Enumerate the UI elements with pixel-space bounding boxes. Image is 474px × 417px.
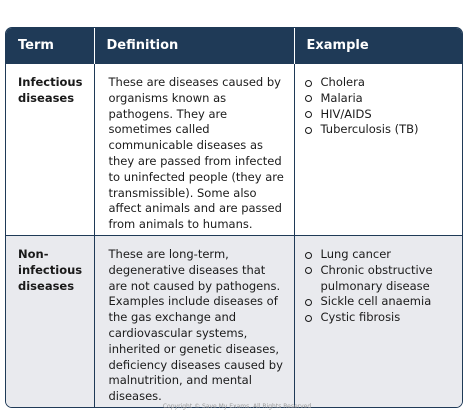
- definition-cell: These are long-term, degenerative diseases that are not caused by pathogens. Examples include diseases of the gas exchange and cardiovascular systems, inherited or genetic diseases, deficiency diseases caused by malnutrition, and mental diseases.: [94, 236, 294, 408]
- example-text: Cholera: [320, 75, 365, 89]
- bullet-icon: [305, 111, 312, 118]
- table-header-row: [6, 28, 462, 64]
- header-term: Term: [6, 28, 94, 64]
- list-item: [305, 247, 457, 263]
- list-item: [305, 91, 457, 107]
- example-text: HIV/AIDS: [320, 106, 372, 121]
- example-text: Cystic fibrosis: [320, 310, 401, 325]
- definition-cell: These are diseases caused by organisms known as pathogens. They are sometimes called communicable diseases as they are passed from infected to uninfected people (they are transmissible). Some also affect animals and are passed from animals to humans.: [94, 64, 294, 236]
- list-item: [305, 107, 457, 123]
- table-row: [6, 64, 462, 236]
- table-row: [6, 236, 462, 408]
- example-cell: [294, 236, 462, 408]
- list-item: [305, 122, 457, 138]
- term-cell: Non-infectious diseases: [6, 236, 94, 408]
- header-example: Example: [294, 28, 462, 64]
- example-text: Lung cancer: [320, 247, 392, 261]
- list-item: [305, 310, 457, 326]
- bullet-icon: [305, 95, 312, 102]
- example-text: Malaria: [320, 90, 363, 105]
- bullet-icon: [305, 252, 312, 259]
- example-list: [305, 75, 457, 138]
- example-cell: [294, 64, 462, 236]
- example-list: [305, 247, 457, 326]
- bullet-icon: [305, 127, 312, 134]
- bullet-icon: [305, 80, 312, 87]
- diseases-table-container: [5, 27, 463, 408]
- diseases-table: [6, 28, 462, 407]
- copyright-notice: Copyright © Save My Exams. All Rights Reserved: [162, 403, 312, 410]
- bullet-icon: [305, 267, 312, 274]
- list-item: [305, 294, 457, 310]
- bullet-icon: [305, 315, 312, 322]
- list-item: [305, 263, 457, 295]
- list-item: [305, 75, 457, 91]
- example-text: Tuberculosis (TB): [320, 122, 419, 137]
- bullet-icon: [305, 299, 312, 306]
- header-definition: Definition: [94, 28, 294, 64]
- example-text: Chronic obstructive pulmonary disease: [320, 262, 433, 293]
- example-text: Sickle cell anaemia: [320, 294, 432, 309]
- term-cell: Infectious diseases: [6, 64, 94, 236]
